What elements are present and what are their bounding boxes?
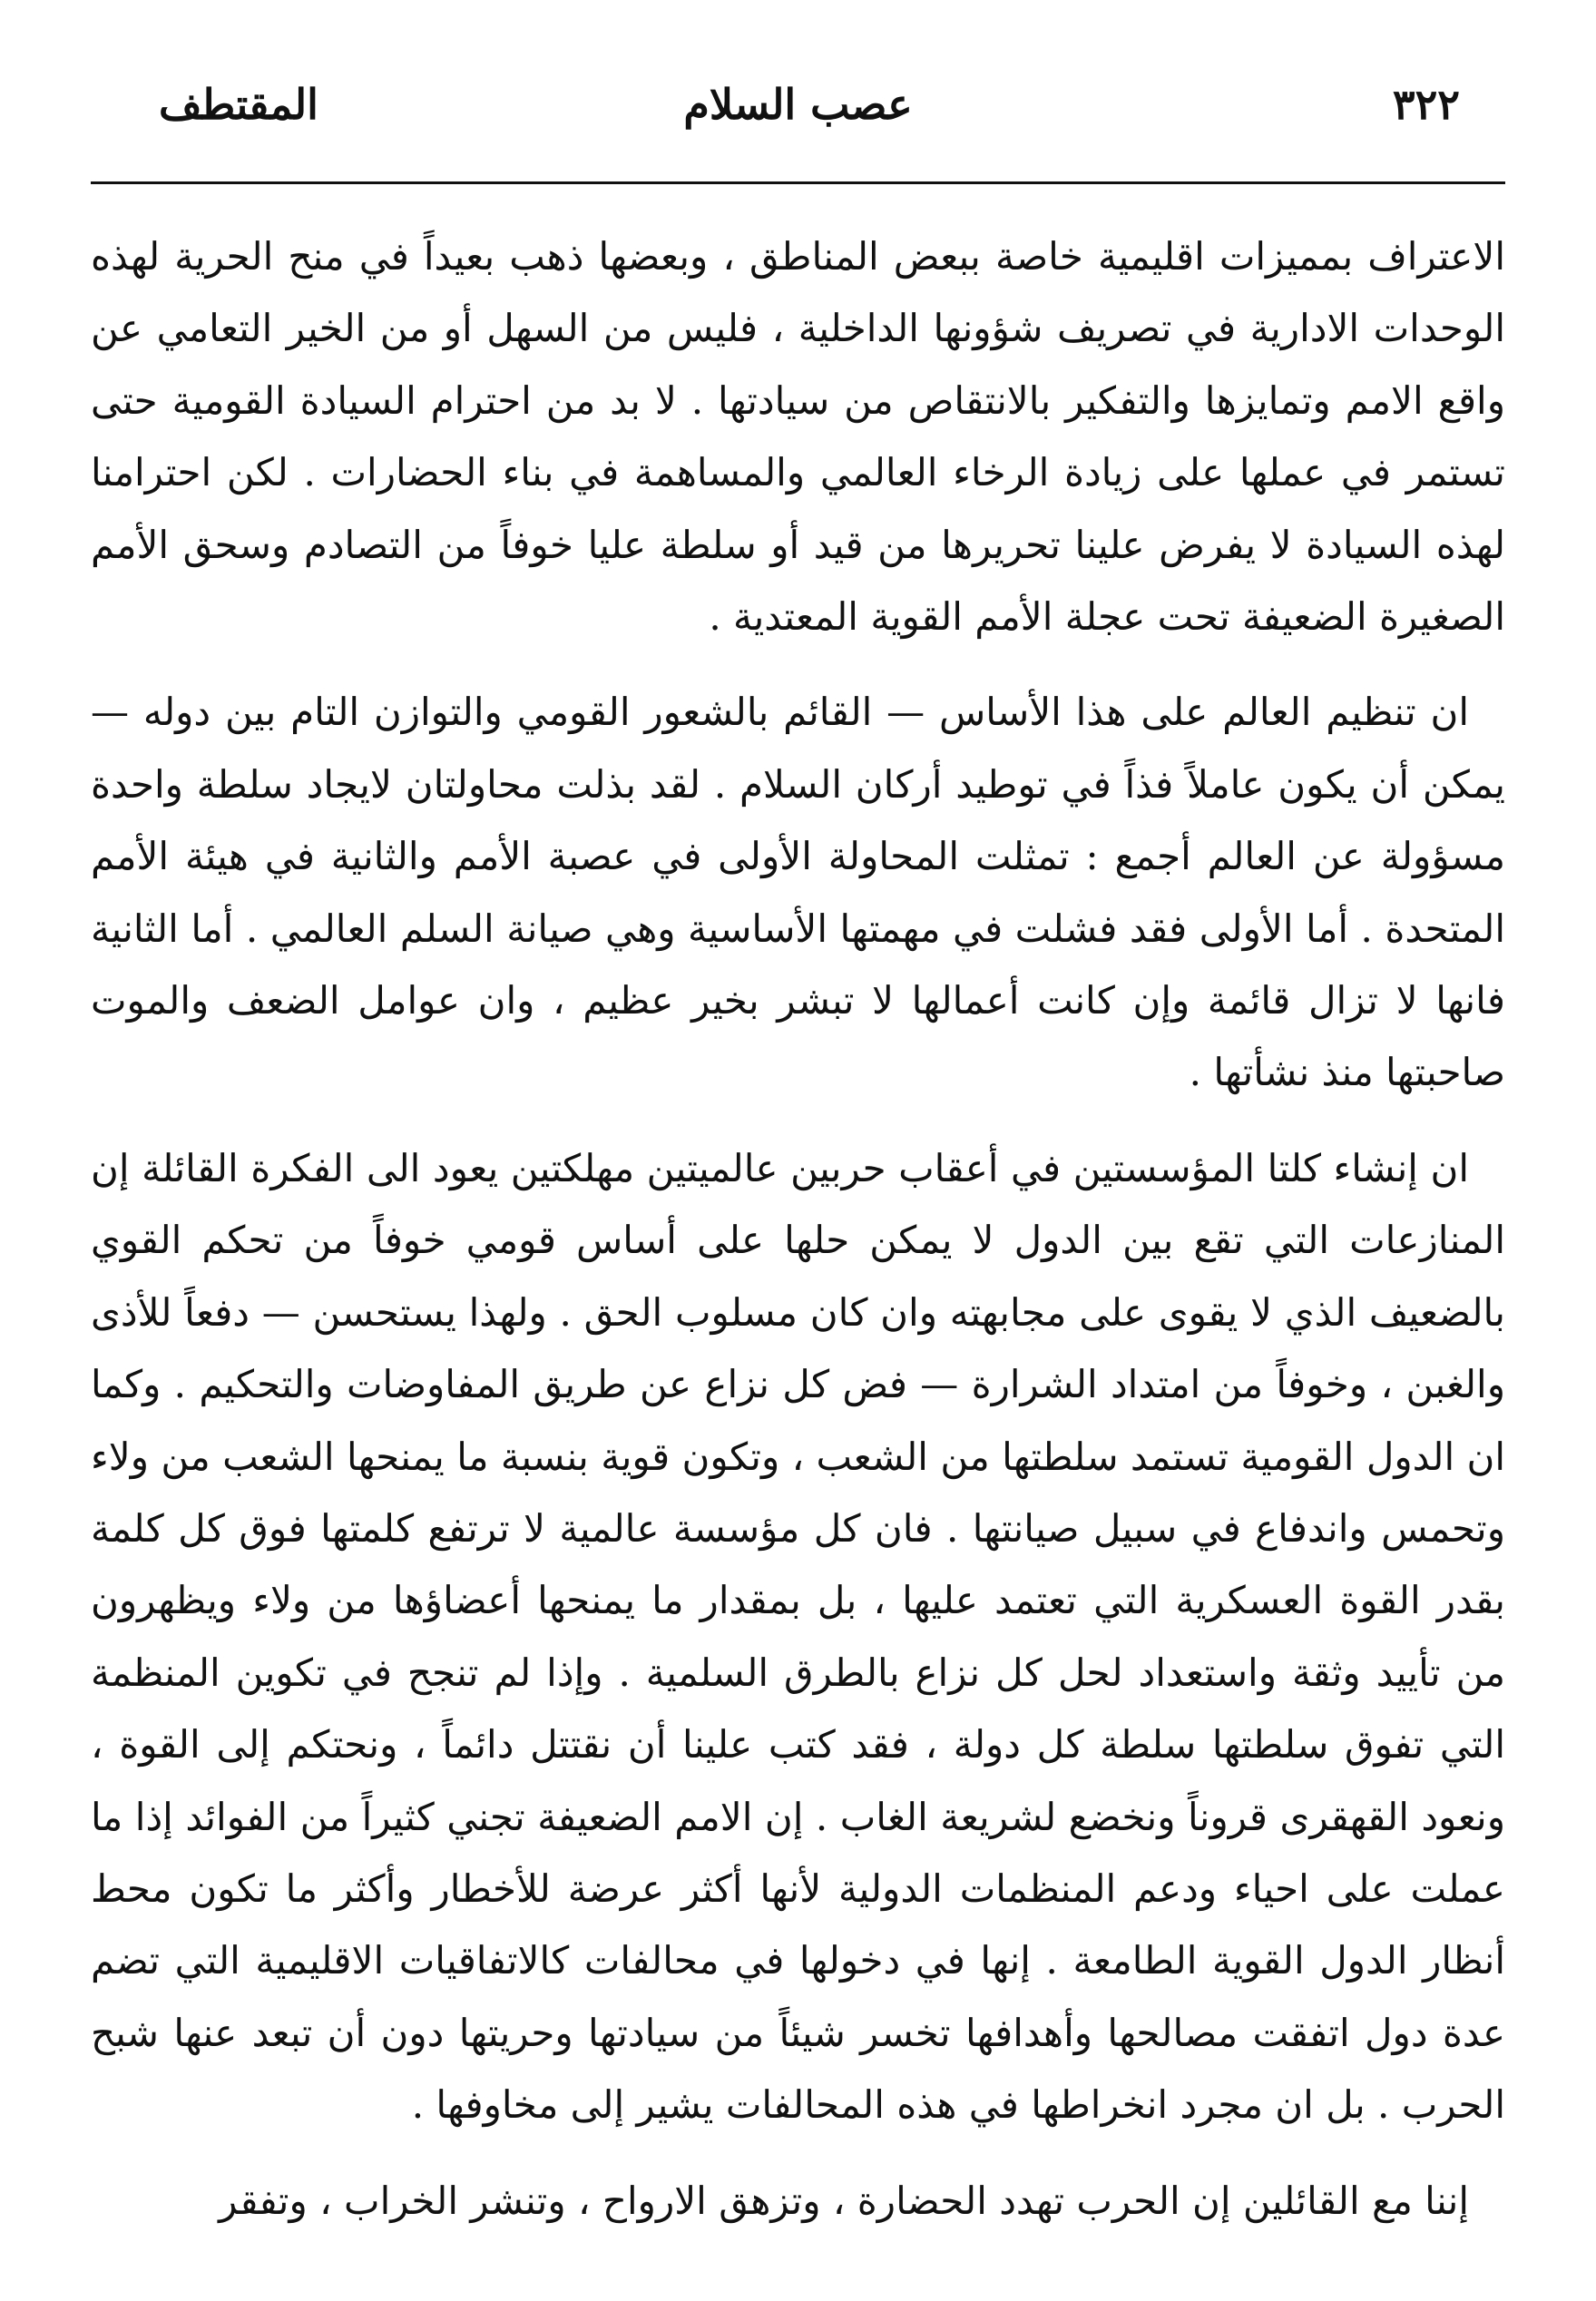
journal-name: المقتطف [159,80,318,129]
page-number: ٣٢٢ [1392,80,1460,129]
paragraph: إننا مع القائلين إن الحرب تهدد الحضارة ، وتزهق الارواح ، وتنشر الخراب ، وتفقر [219,2178,1469,2223]
paragraph: الاعتراف بمميزات اقليمية خاصة ببعض المناطق ، وبعضها ذهب بعيداً في منح الحرية لهذه الوحدات الادارية في تصريف شؤونها الداخلية ، فليس من السهل أو من الخير التعامي عن واقع الامم وتمايزها والتفكير بالانتقاص من سيادتها . لا بد من احترام السيادة القومية حتى تستمر في عملها على زيادة الرخاء العالمي والمساهمة في بناء الحضارات . لكن احترامنا لهذه السيادة لا يفرض علينا تحريرها من قيد أو سلطة عليا خوفاً من التصادم وسحق الأمم الصغيرة الضعيفة تحت عجلة الأمم القوية المعتدية . [91,234,1506,640]
running-title: عصب السلام [683,80,913,129]
paragraph: ان تنظيم العالم على هذا الأساس — القائم بالشعور القومي والتوازن التام بين دوله — يمكن أن يكون عاملاً فذاً في توطيد أركان السلام . لقد بذلت محاولتان لايجاد سلطة واحدة مسؤولة عن العالم أجمع : تمثلت المحاولة الأولى في عصبة الأمم والثانية في هيئة الأمم المتحدة . أما الأولى فقد فشلت في مهمتها الأساسية وهي صيانة السلم العالمي . أما الثانية فانها لا تزال قائمة وإن كانت أعمالها لا تبشر بخير عظيم ، وان عوامل الضعف والموت صاحبتها منذ نشأتها . [91,690,1505,1095]
page-header [91,64,1505,145]
header-rule [91,181,1505,184]
paragraph: ان إنشاء كلتا المؤسستين في أعقاب حربين عالميتين مهلكتين يعود الى الفكرة القائلة إن المنازعات التي تقع بين الدول لا يمكن حلها على أساس قومي خوفاً من تحكم القوي بالضعيف الذي لا يقوى على مجابهته وان كان مسلوب الحق . ولهذا يستحسن — دفعاً للأذى والغبن ، وخوفاً من امتداد الشرارة — فض كل نزاع عن طريق المفاوضات والتحكيم . وكما ان الدول القومية تستمد سلطتها من الشعب ، وتكون قوية بنسبة ما يمنحها الشعب من ولاء وتحمس واندفاع في سبيل صيانتها . فان كل مؤسسة عالمية لا ترتفع كلمتها فوق كل كلمة بقدر القوة العسكرية التي تعتمد عليها ، بل بمقدار ما يمنحها أعضاؤها من ولاء ويظهرون من تأييد وثقة واستعداد لحل كل نزاع بالطرق السلمية . وإذا لم تنجح في تكوين المنظمة التي تفوق سلطتها سلطة كل دولة ، فقد كتب علينا أن نقتتل دائماً ، ونحتكم إلى القوة ، ونعود القهقرى قروناً ونخضع لشريعة الغاب . إن الامم الضعيفة تجني كثيراً من الفوائد إذا ما عملت على احياء ودعم المنظمات الدولية لأنها أكثر عرضة للأخطار وأكثر ما تكون محط أنظار الدول القوية الطامعة . إنها في دخولها في محالفات كالاتفاقيات الاقليمية التي تضم عدة دول اتفقت مصالحها وأهدافها تخسر شيئاً من سيادتها وحريتها دون أن تبعد عنها شبح الحرب . بل ان مجرد انخراطها في هذه المحالفات يشير إلى مخاوفها . [91,1145,1506,2128]
article-body [91,220,1505,2237]
